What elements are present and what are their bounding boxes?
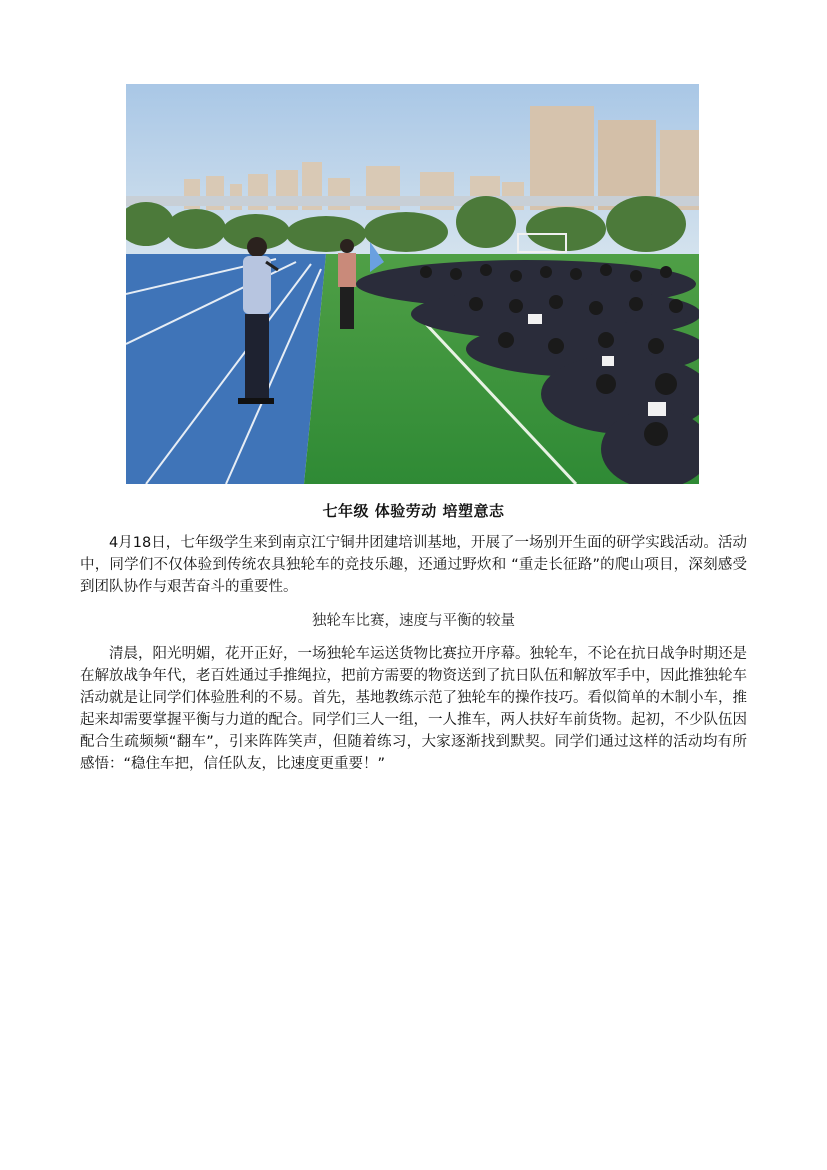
- intro-paragraph: 4月18日，七年级学生来到南京江宁铜井团建培训基地，开展了一场别开生面的研学实践活动。活动中，同学们不仅体验到传统农具独轮车的竞技乐趣，还通过野炊和 “重走长征路”的爬山项目，深刻感受到团队协作与艰苦奋斗的重要性。: [80, 535, 747, 595]
- section-title: 独轮车比赛，速度与平衡的较量: [312, 613, 515, 629]
- article-title: 七年级 体验劳动 培塑意志: [322, 502, 505, 520]
- running-track: [126, 254, 326, 484]
- section-paragraph: 清晨，阳光明媚，花开正好，一场独轮车运送货物比赛拉开序幕。独轮车，不论在抗日战争时期还是在解放战争年代，老百姓通过手推绳拉，把前方需要的物资送到了抗日队伍和解放军手中，因此推独轮车活动就是让同学们体验胜利的不易。首先，基地教练示范了独轮车的操作技巧。看似简单的木制小车，推起来却需要掌握平衡与力道的配合。同学们三人一组，一人推车，两人扶好车前货物。起初，不少队伍因配合生疏频频“翻车”，引来阵阵笑声，但随着练习，大家逐渐找到默契。同学们通过这样的活动均有所感悟：“稳住车把，信任队友，比速度更重要！”: [80, 646, 747, 772]
- activity-photo: [126, 84, 699, 484]
- elevated-road: [126, 196, 699, 206]
